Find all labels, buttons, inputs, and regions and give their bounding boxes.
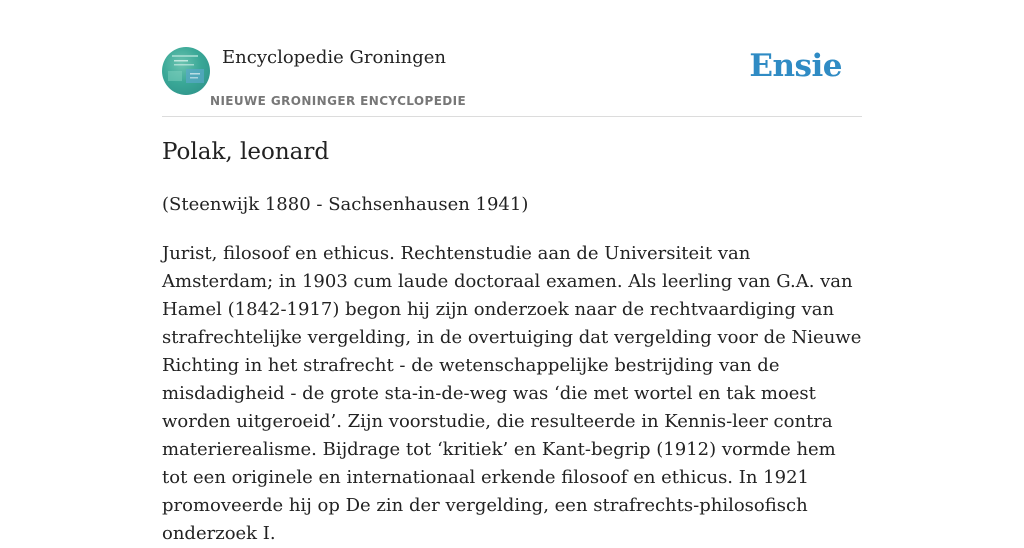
site-header [162,0,862,117]
article-lifespan: (Steenwijk 1880 - Sachsenhausen 1941) [162,194,529,215]
encyclopedia-cover-icon[interactable] [162,47,210,95]
article-body: Jurist, filosoof en ethicus. Rechtenstudie aan de Universiteit van Amsterdam; in 1903 cum laude doctoraal examen. Als leerling van G.A. van Hamel (1842-1917) begon hij zijn onderzoek naar de rechtvaardiging van strafrechtelijke vergelding, in de overtuiging dat vergelding voor de Nieuwe Richting in het strafrecht - de wetenschappelijke bestrijding van de misdadigheid - de grote sta-in-de-weg was ‘die met wortel en tak moest worden uitgeroeid’. Zijn voorstudie, die resulteerde in Kennis-leer contra materierealisme. Bijdrage tot ‘kritiek’ en Kant-begrip (1912) vormde hem tot een originele en internationaal erkende filosoof en ethicus. In 1921 promoveerde hij op De zin der vergelding, een strafrechts-philosofisch onderzoek I. [162,243,862,544]
site-name[interactable]: Encyclopedie Groningen [222,47,447,68]
page [162,0,862,544]
article-title: Polak, leonard [162,139,330,165]
ensie-logo[interactable]: Ensie [749,48,842,84]
site-subtitle: NIEUWE GRONINGER ENCYCLOPEDIE [210,94,467,108]
